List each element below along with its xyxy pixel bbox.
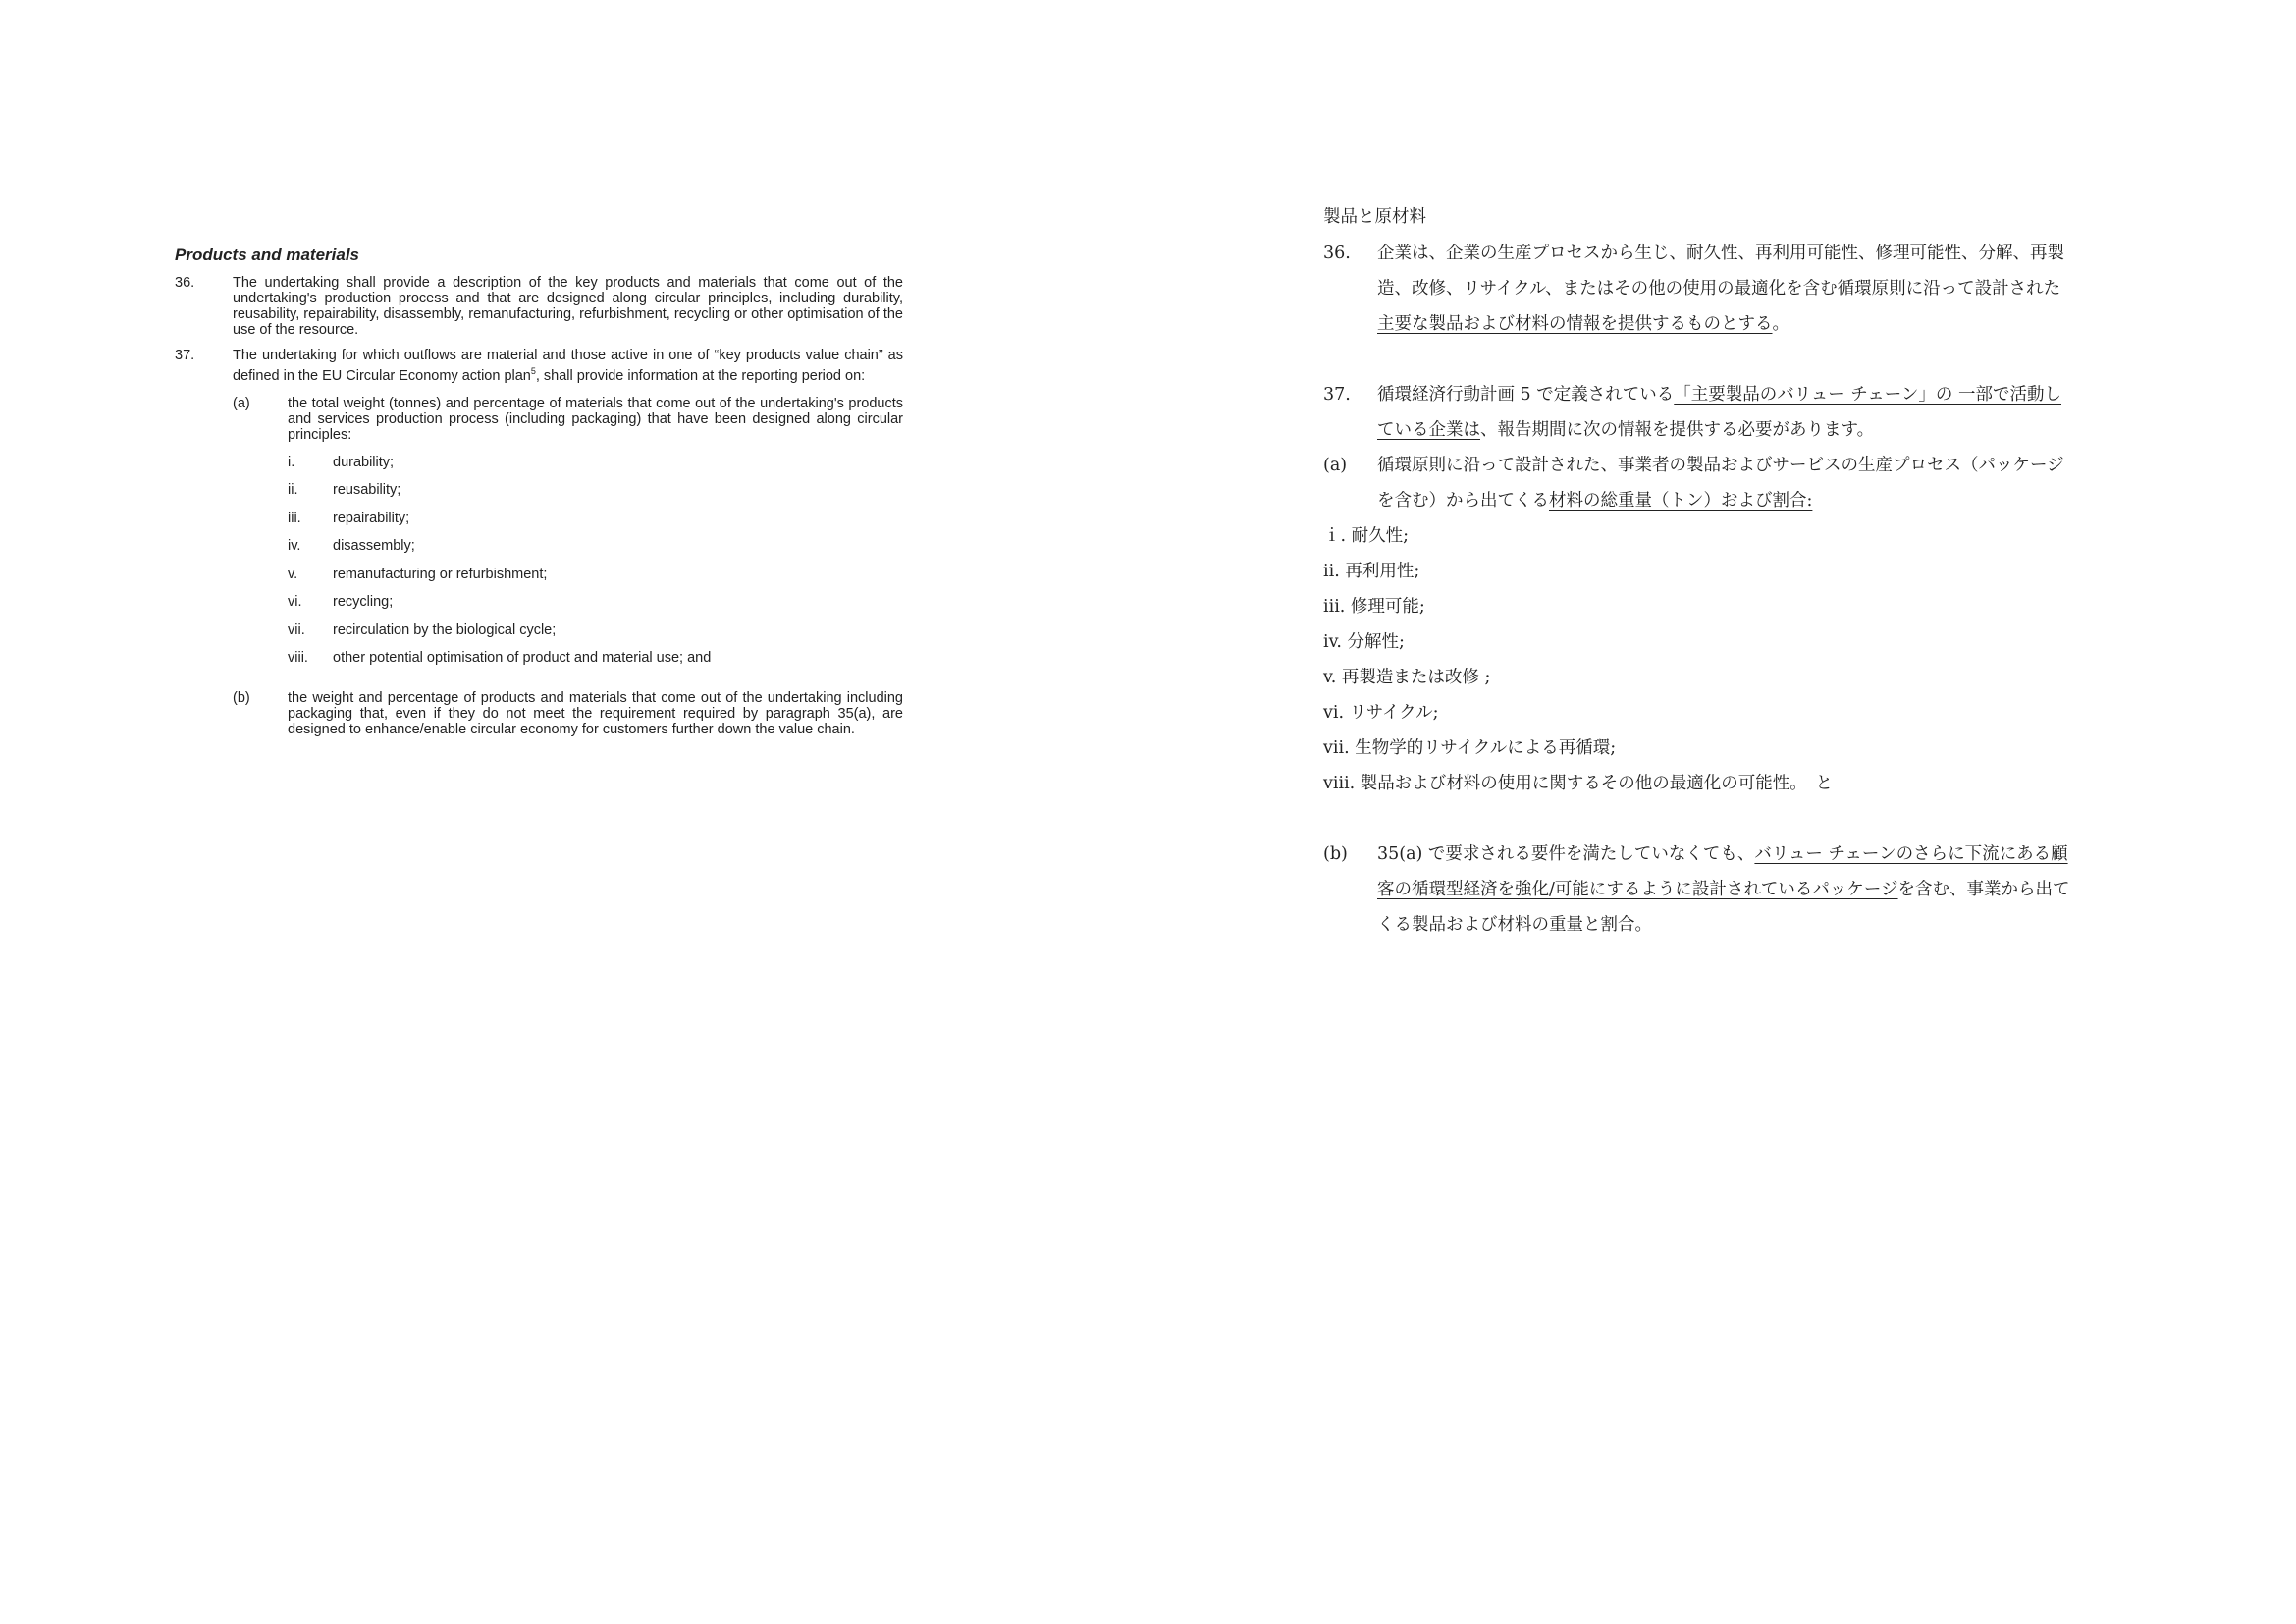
item-number: vi.	[288, 594, 302, 611]
list-item: ⅷ. 製品および材料の使用に関するその他の最適化の可能性。 と	[1323, 774, 1834, 793]
sub-label: (b)	[233, 689, 250, 706]
list-item: vii. 生物学的リサイクルによる再循環;	[1323, 738, 1617, 758]
list-item	[288, 482, 903, 511]
list-item	[288, 650, 903, 678]
list-item: v. 再製造または改修 ;	[1323, 668, 1491, 687]
list-item	[288, 623, 903, 651]
list-item	[288, 511, 903, 539]
underlined-text: 材料の総重量（トン）および割合:	[1549, 491, 1813, 511]
item-text: durability;	[333, 454, 395, 470]
item-text: recycling;	[333, 594, 394, 611]
item-number: viii.	[288, 650, 308, 667]
item-number: iii.	[288, 510, 301, 526]
section-heading-en: Products and materials	[175, 245, 360, 264]
item-text: recirculation by the biological cycle;	[333, 622, 557, 638]
list-item: ｉ. 耐久性;	[1323, 526, 1410, 546]
list-item: iii. 修理可能;	[1323, 597, 1425, 617]
sub-paragraph-b-ja	[1323, 837, 2077, 943]
item-number: ii.	[288, 482, 298, 499]
item-text: other potential optimisation of product and material use; and	[333, 650, 712, 667]
paragraph-text-part: , shall provide information at the reporting period on:	[535, 367, 866, 384]
paragraph-text	[233, 348, 903, 384]
paragraph-text: 企業は、企業の生産プロセスから生じ、耐久性、再利用可能性、修理可能性、分解、再製造、改修、リサイクル、またはその他の使用の最適化を含む	[1377, 244, 2064, 298]
underlined-text: 循環原則に沿って設計された主要な製品および材料の情報を提供するものとする	[1377, 279, 2061, 334]
paragraph-text-part: The undertaking for which outflows are material and those active in one of “key products value chain” as defined in the EU Circular Economy action plan	[233, 348, 903, 384]
item-text: reusability;	[333, 482, 401, 499]
item-text: disassembly;	[333, 538, 415, 555]
spacer	[1323, 342, 2077, 377]
paragraph-text: The undertaking shall provide a description of the key products and materials that come out of the undertaking's production process and that are designed along circular principles, including durability, reusability, repairability, disassembly, remanufacturing, refurbishment, recycling or other optimisation of the use of the resource.	[233, 275, 903, 338]
paragraph-text: 。	[1772, 314, 1789, 334]
paragraph-36-en	[175, 275, 903, 338]
sub-paragraph-a-en	[233, 396, 903, 678]
sub-label: (b)	[1323, 844, 1348, 864]
list-item: vi. リサイクル;	[1323, 703, 1439, 723]
list-item	[288, 538, 903, 567]
english-page	[175, 247, 903, 747]
section-heading-ja: 製品と原材料	[1323, 207, 1426, 227]
underlined-text: バリュー チェーンのさらに下流にある顧客の循環型経済を強化/可能にするように設計されているパッケージ	[1377, 844, 2068, 899]
paragraph-text: 、報告期間に次の情報を提供する必要があります。	[1480, 420, 1875, 440]
sub-label: (a)	[1323, 456, 1348, 475]
list-item: iv. 分解性;	[1323, 632, 1405, 652]
paragraph-number: 37.	[175, 348, 195, 363]
spacer	[1323, 801, 2077, 837]
criteria-list-en	[288, 455, 903, 678]
list-item	[288, 567, 903, 595]
sub-text: the total weight (tonnes) and percentage of materials that come out of the undertaking's products and services production process (including packaging) that have been designed along circular principles:	[288, 395, 903, 443]
paragraph-text: 循環経済行動計画 5 で定義されている	[1377, 385, 1675, 405]
paragraph-37-ja	[1323, 377, 2077, 448]
paragraph-37-en	[175, 348, 903, 737]
sub-text: 循環原則に沿って設計された、事業者の製品およびサービスの生産プロセス（パッケージを含む）から出てくる	[1377, 456, 2064, 511]
paragraph-number: 36.	[175, 275, 195, 291]
list-item: ii. 再利用性;	[1323, 562, 1420, 581]
item-number: iv.	[288, 538, 301, 555]
item-number: v.	[288, 566, 298, 582]
sub-text: を含む、事業から出てくる製品および材料の重量と割合。	[1377, 880, 2070, 935]
sub-label: (a)	[233, 395, 250, 411]
sub-text: 35(a) で要求される要件を満たしていなくても、	[1377, 844, 1755, 864]
japanese-page	[1323, 199, 2077, 943]
list-item	[288, 455, 903, 483]
footnote-ref: 5	[530, 366, 536, 376]
list-item	[288, 594, 903, 623]
item-number: vii.	[288, 622, 305, 638]
item-number: i.	[288, 454, 295, 470]
sub-text: the weight and percentage of products and materials that come out of the undertaking including packaging that, even if they do not meet the requirement required by paragraph 35(a), are designed to enhance/enable circular economy for customers further down the value chain.	[288, 689, 903, 737]
underlined-text: 「主要製品のバリュー チェーン」の 一部で活動している企業は	[1377, 385, 2061, 440]
item-text: repairability;	[333, 510, 410, 526]
paragraph-number: 36.	[1323, 244, 1351, 263]
paragraph-36-ja	[1323, 236, 2077, 342]
item-text: remanufacturing or refurbishment;	[333, 566, 548, 582]
paragraph-number: 37.	[1323, 385, 1351, 405]
sub-paragraph-a-ja	[1323, 448, 2077, 518]
sub-paragraph-b-en	[233, 690, 903, 737]
